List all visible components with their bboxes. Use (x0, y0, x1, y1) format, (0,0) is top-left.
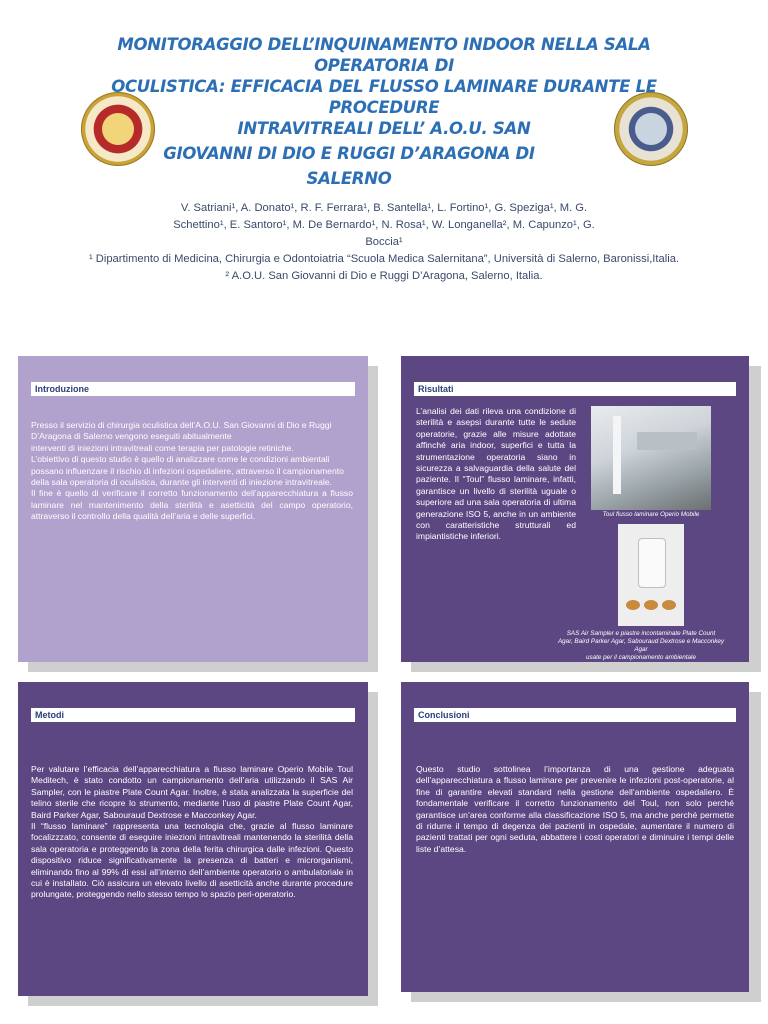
affiliation-2: ² A.O.U. San Giovanni di Dio e Ruggi D’Aragona, Salerno, Italia. (225, 270, 543, 282)
hospital-seal-icon (614, 92, 688, 166)
risultati-panel (401, 356, 749, 662)
intro-p3: L’obiettivo di questo studio è quello di analizzare come le condizioni ambientali possano influenzare il rischio di infezioni ospedaliere, attraverso il campionamento della sala operatoria di oculistica, durante gli interventi di iniezione intravitreale. (31, 454, 344, 488)
photo-detail (662, 600, 676, 610)
authors-line-1: V. Satriani¹, A. Donato¹, R. F. Ferrara¹, B. Santella¹, L. Fortino¹, G. Speziga¹, M. G. (180, 202, 588, 214)
caption-line: Agar, Baird Parker Agar, Sabouraud Dextrose e Macconkey (557, 638, 725, 645)
caption-line: usate per il campionamento ambientale (586, 654, 696, 661)
caption-line: Agar (634, 646, 648, 653)
conclusioni-text: Questo studio sottolinea l’importanza di una gestione adeguata dell’apparecchiatura a flusso laminare per prevenire le infezioni post-operatorie, al fine di garantire elevati standard nella gestione dell’ambiente ospedaliero. È fondamentale verificare il corretto funzionamento del Toul, non solo perché garantisce un’area conforme alla classificazione ISO 5, ma anche perché permette di ridurre il tempo di degenza dei pazienti in ospedale, aumentare il numero di pazienti trattati per ogni seduta, abbattere i costi operatori e diminuire i tempi delle liste d’attesa. (416, 764, 734, 854)
poster-title (70, 34, 698, 189)
photo-detail (644, 600, 658, 610)
introduzione-panel (18, 356, 368, 662)
intro-p1: Presso il servizio di chirurgia oculistica dell’A.O.U. San Giovanni di Dio e Ruggi D’Aragona di Salerno vengono eseguiti abitualmente (31, 420, 332, 442)
caption-line: SAS Air Sampler e piastre incontaminate Plate Count (566, 630, 716, 637)
laminar-flow-photo (591, 406, 711, 510)
introduzione-heading: Introduzione (31, 382, 355, 396)
title-line-4: GIOVANNI DI DIO E RUGGI D’ARAGONA DI (163, 144, 535, 163)
risultati-text: L’analisi dei dati rileva una condizione di sterilità e asepsi durante tutte le sedute operatorie, grazie alle misure adottate affinché aria indoor, superfici e tutta la strumentazione operatoria siano in sicurezza a salvaguardia della salute del paziente. Il “Toul” flusso laminare, infatti, garantisce un livello di sterilità uguale o superiore ad una sala operatoria di ultima generazione ISO 5, anche in un ambiente con caratteristiche strutturali ed impiantistiche inferiori. (416, 406, 576, 542)
metodi-p1: Per valutare l’efficacia dell’apparecchiatura a flusso laminare Operio Mobile Toul Meditech, è stato condotto un campionamento dell’aria utilizzando il SAS Air Sampler, con le piastre Plate Count Agar. Inoltre, è stata analizzata la superficie del telino sterile che ricopre lo strumento, mediante l’uso di piastre Plate Count Agar, Baird Parker Agar, Sabouraud Dextrose e Macconkey Agar. (31, 764, 353, 820)
title-line-1: MONITORAGGIO DELL’INQUINAMENTO INDOOR NELLA SALA OPERATORIA DI (117, 35, 651, 75)
authors-block (60, 200, 708, 285)
photo2-caption (541, 630, 741, 662)
introduzione-text (31, 420, 353, 523)
photo1-caption: Toul flusso laminare Operio Mobile (602, 511, 700, 518)
metodi-text (31, 764, 353, 901)
authors-line-2: Schettino¹, E. Santoro¹, M. De Bernardo¹, N. Rosa¹, W. Longanella², M. Capunzo¹, G. (173, 219, 595, 231)
university-seal-icon (81, 92, 155, 166)
risultati-heading: Risultati (414, 382, 736, 396)
title-line-3: INTRAVITREALI DELL’ A.O.U. SAN (237, 119, 531, 138)
title-line-2: OCULISTICA: EFFICACIA DEL FLUSSO LAMINARE DURANTE LE PROCEDURE (111, 77, 657, 117)
intro-p2: interventi di iniezioni intravitreali come terapia per patologie retiniche. (31, 442, 294, 453)
authors-line-3: Boccia¹ (365, 236, 403, 248)
photo-detail (613, 416, 621, 494)
air-sampler-photo (618, 524, 684, 626)
photo-detail (626, 600, 640, 610)
metodi-heading: Metodi (31, 708, 355, 722)
photo-detail (637, 432, 697, 450)
photo-detail (638, 538, 666, 588)
conclusioni-panel (401, 682, 749, 992)
conclusioni-heading: Conclusioni (414, 708, 736, 722)
title-line-5: SALERNO (306, 169, 392, 188)
affiliation-1: ¹ Dipartimento di Medicina, Chirurgia e Odontoiatria “Scuola Medica Salernitana”, Università di Salerno, Baronissi,Italia. (88, 253, 680, 265)
metodi-panel (18, 682, 368, 996)
metodi-p2: Il “flusso laminare” rappresenta una tecnologia che, grazie al flusso laminare focalizzzato, consente di eseguire iniezioni intravitreali mantenendo la sterilità della sala operatoria e proteggendo la zona della ferita chirurgica dalle infezioni. Questo dispositivo riduce significativamente la presenza di batteri e microrganismi, eliminando fino al 99% di essi all’interno dell’ambiente operatorio o ambulatoriale in cui è installato. Ciò assicura un elevato livello di asetticità anche durante procedure prolungate, proteggendo nello stesso tempo lo spazio peri-operatorio. (31, 821, 353, 900)
intro-p4: Il fine è quello di verificare il corretto funzionamento dell’apparecchiatura a flusso laminare nel mantenimento della sterilità e asetticità del campo operatorio, attraverso il controllo della qualità dell’aria e delle superfici. (31, 488, 353, 522)
